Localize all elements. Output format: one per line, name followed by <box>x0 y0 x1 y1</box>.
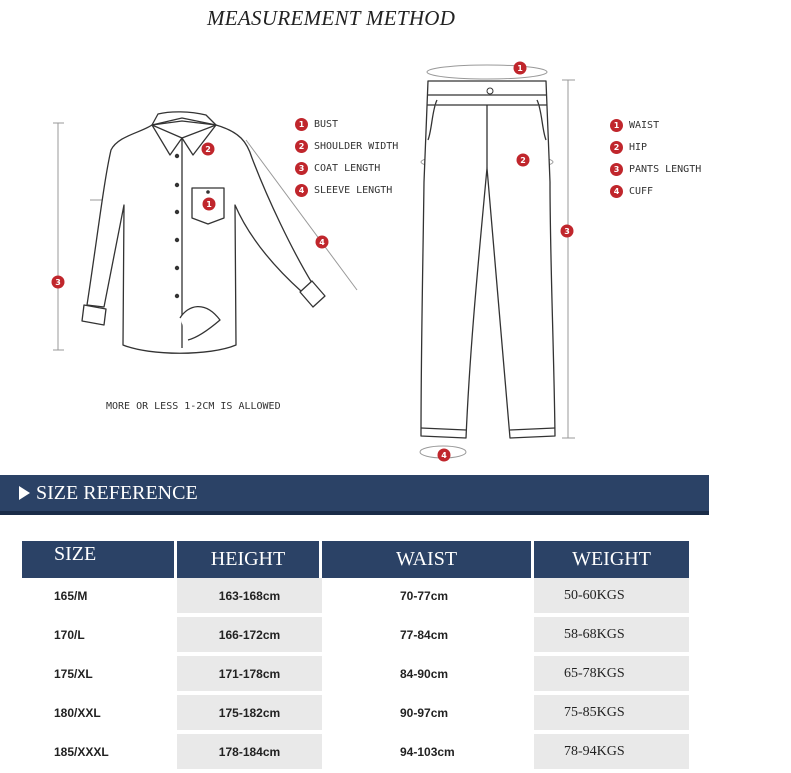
marker-icon: 3 <box>295 162 308 175</box>
column-header-size: SIZE <box>22 541 177 578</box>
size-cell: 180/XXL <box>22 695 177 734</box>
waist-cell: 84-90cm <box>322 656 534 695</box>
weight-cell: 78-94KGS <box>534 734 689 773</box>
waist-cell: 94-103cm <box>322 734 534 773</box>
size-reference-banner <box>0 475 709 515</box>
svg-text:2: 2 <box>205 145 211 154</box>
page-title: MEASUREMENT METHOD <box>207 6 456 30</box>
svg-text:1: 1 <box>206 200 212 209</box>
legend-item-waist <box>610 114 701 136</box>
height-cell: 175-182cm <box>177 695 322 734</box>
svg-text:4: 4 <box>319 238 325 247</box>
svg-text:2: 2 <box>520 156 526 165</box>
table-header-row <box>22 541 689 578</box>
shirt-legend <box>295 113 398 201</box>
table-row <box>22 734 689 773</box>
legend-label: SLEEVE LENGTH <box>314 184 393 196</box>
legend-label: PANTS LENGTH <box>629 163 702 175</box>
column-header-height: HEIGHT <box>177 541 322 578</box>
legend-label: COAT LENGTH <box>314 162 381 174</box>
height-cell: 166-172cm <box>177 617 322 656</box>
size-cell: 175/XL <box>22 656 177 695</box>
legend-label: WAIST <box>629 119 660 131</box>
marker-icon: 1 <box>610 119 623 132</box>
waist-ellipse <box>427 65 547 79</box>
svg-text:4: 4 <box>441 451 447 460</box>
legend-item-hip <box>610 136 701 158</box>
marker-icon: 2 <box>295 140 308 153</box>
triangle-right-icon <box>19 486 30 500</box>
legend-item-coat-length <box>295 157 398 179</box>
legend-label: SHOULDER WIDTH <box>314 140 399 152</box>
size-table <box>22 541 689 773</box>
legend-item-pants-length <box>610 158 701 180</box>
legend-item-cuff <box>610 180 701 202</box>
column-header-waist: WAIST <box>322 541 534 578</box>
svg-text:3: 3 <box>564 227 570 236</box>
legend-item-bust <box>295 113 398 135</box>
waist-cell: 90-97cm <box>322 695 534 734</box>
height-cell: 171-178cm <box>177 656 322 695</box>
table-row <box>22 617 689 656</box>
marker-icon: 3 <box>610 163 623 176</box>
size-cell: 165/M <box>22 578 177 617</box>
legend-item-shoulder-width <box>295 135 398 157</box>
legend-label: BUST <box>314 118 339 130</box>
marker-icon: 4 <box>295 184 308 197</box>
size-cell: 185/XXXL <box>22 734 177 773</box>
weight-cell: 50-60KGS <box>534 578 689 617</box>
weight-cell: 75-85KGS <box>534 695 689 734</box>
weight-cell: 65-78KGS <box>534 656 689 695</box>
table-row <box>22 578 689 617</box>
marker-icon: 2 <box>610 141 623 154</box>
column-header-weight: WEIGHT <box>534 541 689 578</box>
height-cell: 178-184cm <box>177 734 322 773</box>
table-row <box>22 656 689 695</box>
marker-icon: 4 <box>610 185 623 198</box>
waist-cell: 77-84cm <box>322 617 534 656</box>
svg-text:3: 3 <box>55 278 61 287</box>
svg-text:1: 1 <box>517 64 523 73</box>
legend-label: CUFF <box>629 185 654 197</box>
tolerance-note: MORE OR LESS 1-2CM IS ALLOWED <box>106 401 281 412</box>
legend-label: HIP <box>629 141 648 153</box>
size-cell: 170/L <box>22 617 177 656</box>
marker-icon: 1 <box>295 118 308 131</box>
pants-legend <box>610 114 701 202</box>
legend-item-sleeve-length <box>295 179 398 201</box>
height-cell: 163-168cm <box>177 578 322 617</box>
banner-title: SIZE REFERENCE <box>36 482 198 504</box>
table-row <box>22 695 689 734</box>
weight-cell: 58-68KGS <box>534 617 689 656</box>
pants-drawing <box>421 81 555 438</box>
waist-cell: 70-77cm <box>322 578 534 617</box>
